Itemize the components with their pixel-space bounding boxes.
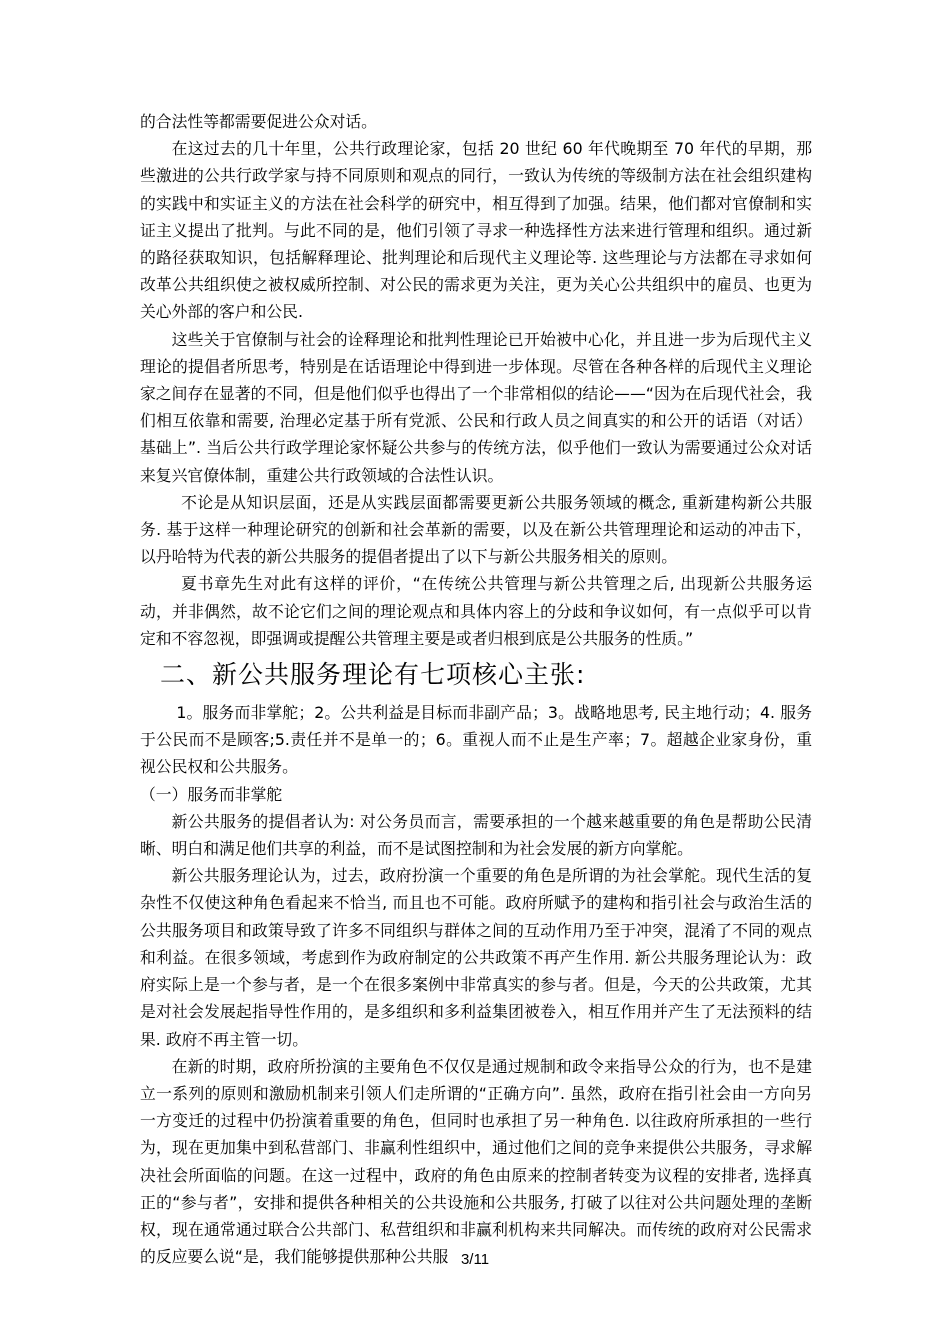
paragraph-public-admin-theorists: 在这过去的几十年里，公共行政理论家，包括 20 世纪 60 年代晚期至 70 年代的早期，那些激进的公共行政学家与持不同原则和观点的同行，一致认为传统的等级制方法在社会组织建构的实践中和实证主义的方法在社会科学的研究中，相互得到了加强。结果，他们都对官僚制和实证主义提出了批判。与此不同的是，他们引领了寻求一种选择性方法来进行管理和组织。通过新的路径获取知识，包括解释理论、批判理论和后现代主义理论等. 这些理论与方法都在寻求如何改革公共组织使之被权威所控制、对公民的需求更为关注，更为关心公共组织中的雇员、也更为关心外部的客户和公民. <box>140 139 812 322</box>
paragraph-government-role-past: 新公共服务理论认为，过去，政府扮演一个重要的角色是所谓的为社会掌舵。现代生活的复杂性不仅使这种角色看起来不恰当, 而且也不可能。政府所赋予的建构和指引社会与政治生活的公共服务项目和政策导致了许多不同组织与群体之间的互动作用乃至于冲突，混淆了不同的观点和利益。在很多领域，考虑到作为政府制定的公共政策不再产生作用. 新公共服务理论认为：政府实际上是一个参与者，是一个在很多案例中非常真实的参与者。但是，今天的公共政策，尤其是对社会发展起指导性作用的，是多组织和多利益集团被卷入，相互作用并产生了无法预料的结果. 政府不再主管一切。 <box>140 866 812 1049</box>
page-number: 3/11 <box>460 1251 490 1268</box>
paragraph-rebuild-public-service: 不论是从知识层面，还是从实践层面都需要更新公共服务领域的概念, 重新建构新公共服务. 基于这样一种理论研究的创新和社会革新的需要，以及在新公共管理理论和运动的冲击下，以丹哈特为代表的新公共服务的提倡者提出了以下与新公共服务相关的原则。 <box>140 492 812 567</box>
document-body <box>140 108 812 1270</box>
paragraph-continuation: 的合法性等都需要促进公众对话。 <box>140 112 377 131</box>
subsection-heading: （一）服务而非掌舵 <box>140 784 283 804</box>
paragraph-xia-shuzhang-comment: 夏书章先生对此有这样的评价，“在传统公共管理与新公共管理之后, 出现新公共服务运动，并非偶然，故不论它们之间的理论观点和具体内容上的分歧和争议如何，有一点似乎可以肯定和不容忽视，即强调或提醒公共管理主要是或者归根到底是公共服务的性质。” <box>140 574 812 648</box>
section-heading: 二、新公共服务理论有七项核心主张: <box>160 660 586 690</box>
paragraph-seven-principles: 1。服务而非掌舵；2。公共利益是目标而非副产品；3。战略地思考, 民主地行动；4. 服务于公民而不是顾客;5.责任并不是单一的；6。重视人而不止是生产率；7。超越企业家身份，重视公民权和公共服务。 <box>140 703 812 777</box>
paragraph-government-role-new: 在新的时期，政府所扮演的主要角色不仅仅是通过规制和政令来指导公众的行为，也不是建立一系列的原则和激励机制来引领人们走所谓的“正确方向”. 虽然，政府在指引社会由一方向另一方变迁的过程中仍扮演着重要的角色，但同时也承担了另一种角色. 以往政府所承担的一些行为，现在更加集中到私营部门、非赢利性组织中，通过他们之间的竞争来提供公共服务，寻求解决社会所面临的问题。在这一过程中，政府的角色由原来的控制者转变为议程的安排者, 选择真正的“参与者”，安排和提供各种相关的公共设施和公共服务, 打破了以往对公共问题处理的垄断权，现在通常通过联合公共部门、私营组织和非赢利机构来共同解决。而传统的政府对公民需求的反应要么说“是，我们能够提供那种公共服 <box>140 1056 812 1267</box>
paragraph-serve-not-steer: 新公共服务的提倡者认为: 对公务员而言，需要承担的一个越来越重要的角色是帮助公民清晰、明白和满足他们共享的利益，而不是试图控制和为社会发展的新方向掌舵。 <box>140 811 812 859</box>
paragraph-interpretive-critical-theory: 这些关于官僚制与社会的诠释理论和批判性理论已开始被中心化，并且进一步为后现代主义理论的提倡者所思考，特别是在话语理论中得到进一步体现。尽管在各种各样的后现代主义理论家之间存在显著的不同，但是他们似乎也得出了一个非常相似的结论——“因为在后现代社会，我们相互依靠和需要, 治理必定基于所有党派、公民和行政人员之间真实的和公开的话语（对话）基础上”. 当后公共行政学理论家怀疑公共参与的传统方法，似乎他们一致认为需要通过公众对话来复兴官僚体制，重建公共行政领域的合法性认识。 <box>140 329 812 485</box>
